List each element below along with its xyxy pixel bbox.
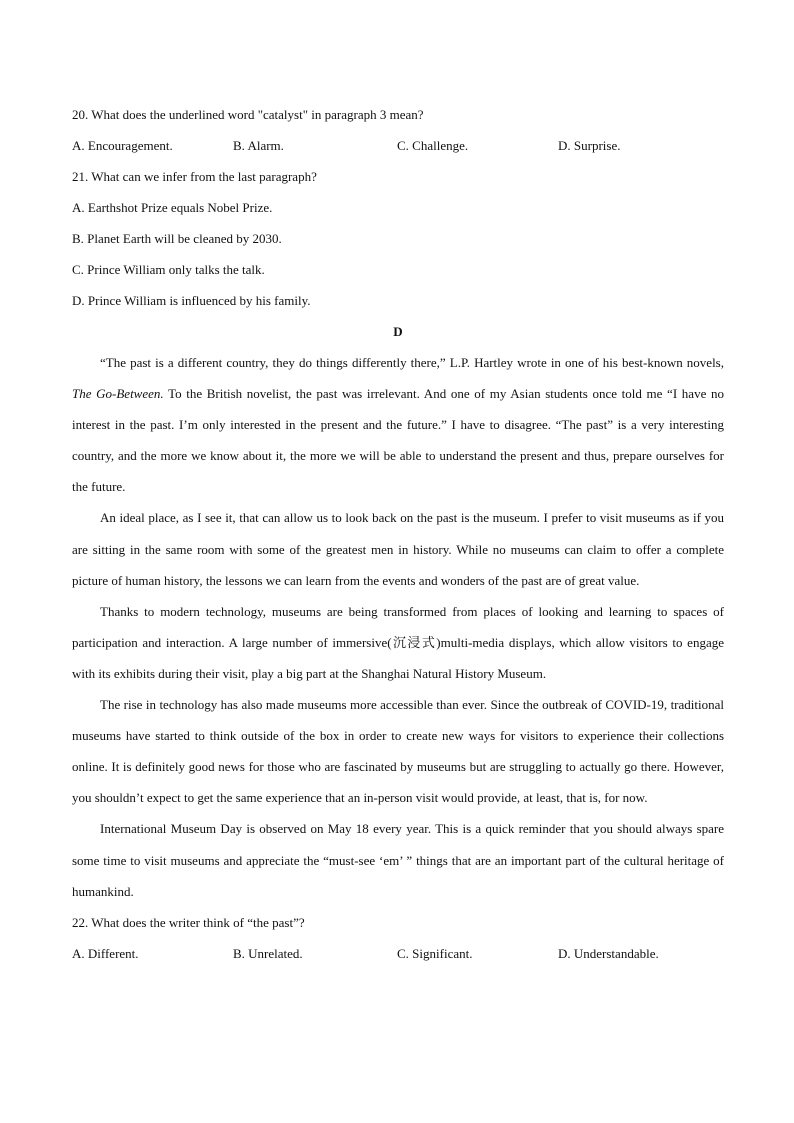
q22-option-a: A. Different. [72, 945, 139, 961]
paragraph-1-text-b: To the British novelist, the past was irrelevant. And one of my Asian students once told me “I have no interest in the past. I’m only interested in the present and the future.” I have to disagree. “The past” is a very interesting country, and the more we know about it, the more we will be able to understand the present and thus, prepare ourselves for the future. [72, 386, 724, 495]
q20-option-d: D. Surprise. [558, 138, 621, 153]
question-22-options [72, 938, 724, 969]
q21-option-a: A. Earthshot Prize equals Nobel Prize. [72, 200, 273, 215]
passage-paragraph-3: Thanks to modern technology, museums are being transformed from places of looking and learning to spaces of participation and interaction. A large number of immersive(沉浸式)multi-media displays, which allow visitors to engage with its exhibits during their visit, play a big part at the Shanghai Natural History Museum. [72, 603, 724, 681]
q21-option-b: B. Planet Earth will be cleaned by 2030. [72, 231, 282, 246]
q21-option-d: D. Prince William is influenced by his family. [72, 293, 311, 308]
q20-option-a: A. Encouragement. [72, 138, 173, 153]
q20-option-b: B. Alarm. [233, 138, 284, 153]
question-22-stem: 22. What does the writer think of “the past”? [72, 914, 305, 930]
q22-option-c: C. Significant. [397, 945, 473, 961]
question-21-stem: 21. What can we infer from the last paragraph? [72, 169, 317, 184]
q22-option-b: B. Unrelated. [233, 945, 303, 961]
passage-paragraph-4: The rise in technology has also made museums more accessible than ever. Since the outbreak of COVID-19, traditional museums have started to think outside of the box in order to create new ways for visitors to experience their collections online. It is definitely good news for those who are fascinated by museums but are struggling to actually go there. However, you shouldn’t expect to get the same experience that an in-person visit would provide, at least, that is, for now. [72, 697, 724, 806]
novel-title: The Go-Between. [72, 386, 164, 402]
passage-paragraph-2: An ideal place, as I see it, that can allow us to look back on the past is the museum. I prefer to visit museums as if you are sitting in the same room with some of the greatest men in history. While no museums can claim to offer a complete picture of human history, the lessons we can learn from the events and wonders of the past are of great value. [72, 510, 724, 588]
question-20-options [72, 130, 724, 161]
exam-page [72, 99, 724, 969]
passage-paragraph-5: International Museum Day is observed on May 18 every year. This is a quick reminder that you should always spare some time to visit museums and appreciate the “must-see ‘em’ ” things that are an important part of the cultural heritage of humankind. [72, 821, 724, 899]
q20-option-c: C. Challenge. [397, 138, 469, 153]
q21-option-c: C. Prince William only talks the talk. [72, 262, 265, 277]
question-20-stem: 20. What does the underlined word "catalyst" in paragraph 3 mean? [72, 107, 424, 122]
paragraph-1-text-a: “The past is a different country, they do things differently there,” L.P. Hartley wrote in one of his best-known novels, [100, 355, 724, 370]
passage-paragraph-1 [72, 347, 724, 502]
section-title: D [393, 324, 403, 339]
q22-option-d: D. Understandable. [558, 945, 659, 961]
